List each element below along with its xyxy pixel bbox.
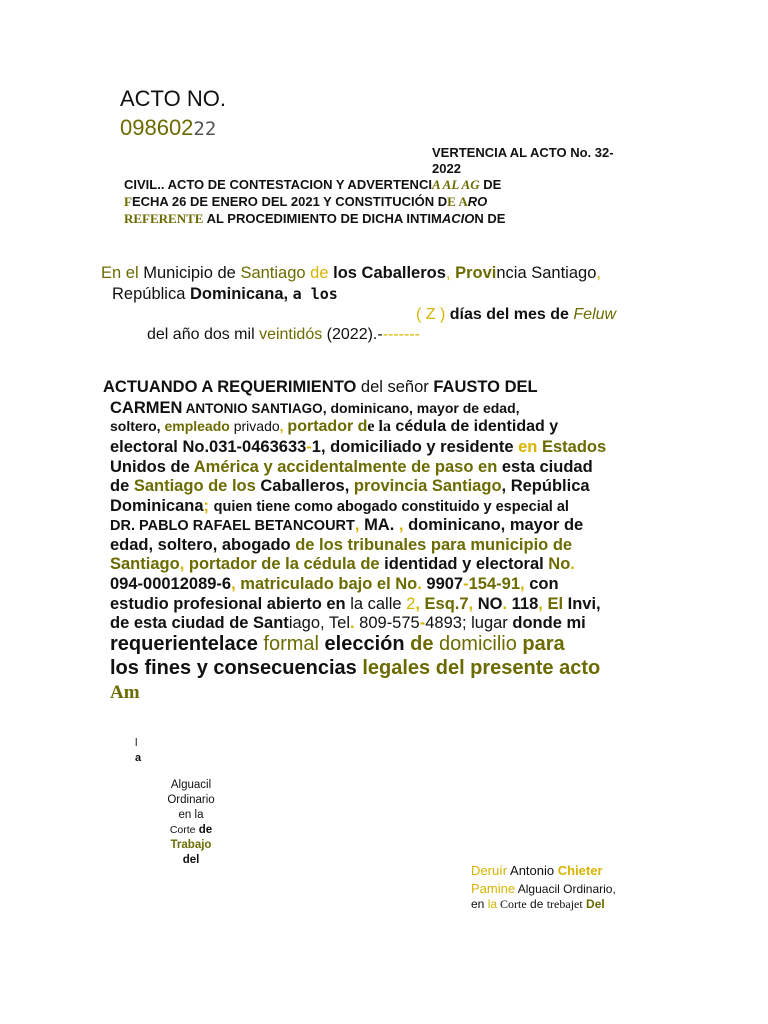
b11l: Invi, xyxy=(563,595,601,613)
side-letter-l: l xyxy=(135,737,138,749)
civil-line-2-d: RO xyxy=(467,194,488,209)
b11e: Esq.7 xyxy=(424,595,469,613)
b7e: dominicano, mayor de xyxy=(408,516,584,534)
b11i: 118 xyxy=(511,595,539,613)
b9b: , xyxy=(179,555,189,573)
b11k: El xyxy=(547,595,564,613)
b4d: esta ciudad xyxy=(497,458,593,476)
body-line-3 xyxy=(110,438,606,457)
mun-4c: (2022).- xyxy=(322,326,383,343)
alg-l4 xyxy=(158,823,224,838)
b3a: electoral No.031-0463633 xyxy=(110,438,307,456)
b13e: domicilio xyxy=(433,633,517,655)
civil-line-3-d: N DE xyxy=(474,211,506,226)
b12k: lugar xyxy=(471,614,508,632)
alg-l4b: de xyxy=(195,824,213,836)
b10f: - xyxy=(463,575,469,593)
mun-1j: , xyxy=(596,264,601,282)
b10c: matriculado bajo el No xyxy=(240,575,418,593)
b11j: , xyxy=(538,595,548,613)
b11c: 2 xyxy=(406,595,416,613)
b11b: la calle xyxy=(350,595,407,613)
civil-line-2 xyxy=(124,193,564,210)
b9e: No xyxy=(548,555,571,573)
b3e: Estados xyxy=(537,438,607,456)
b9d: identidad y electoral xyxy=(379,555,549,573)
b11a: estudio profesional abierto en xyxy=(110,595,351,613)
vertencia-heading xyxy=(432,145,652,177)
b15: Am xyxy=(110,682,140,703)
b12i: 4893 xyxy=(425,614,462,632)
body-line-6 xyxy=(110,497,569,516)
b5e: , República xyxy=(501,477,590,495)
b10g: 154-91 xyxy=(468,575,521,593)
b12b: Sant xyxy=(253,614,289,632)
b11h: . xyxy=(502,595,512,613)
b11f: , xyxy=(468,595,478,613)
alg-l1: Alguacil xyxy=(170,779,212,791)
b2c: privado xyxy=(229,418,280,434)
mun-1a: En xyxy=(101,264,122,282)
civil-line-1 xyxy=(124,176,564,193)
body-line-1 xyxy=(110,399,520,418)
act-title xyxy=(120,86,226,112)
b11g: NO xyxy=(477,595,503,613)
b5d: provincia Santiago xyxy=(353,477,502,495)
b3b: - xyxy=(306,438,312,456)
mun-3c: Feluw xyxy=(573,306,617,323)
body-line-5 xyxy=(110,477,590,496)
act-number-suffix: 22 xyxy=(193,118,217,140)
vertencia-line-1: VERTENCIA AL ACTO No. 32- xyxy=(432,145,614,160)
mun-4a: del año dos mil xyxy=(147,326,260,343)
municipio-line-3 xyxy=(416,306,616,324)
b14b: legales xyxy=(362,657,431,679)
b9a: Santiago xyxy=(110,555,180,573)
mun-1b: el xyxy=(121,264,144,282)
sig-1a: Deruír xyxy=(471,863,508,878)
b3d: en xyxy=(518,438,538,456)
b7c: MA. xyxy=(364,516,395,534)
signature-line-1 xyxy=(471,863,603,878)
b12e: . xyxy=(349,614,360,632)
b12c: iago, xyxy=(288,614,329,632)
mun-1e: de xyxy=(310,264,329,282)
b5a: de xyxy=(110,477,134,495)
b14c: del presente acto xyxy=(430,657,601,679)
b12g: -575 xyxy=(386,614,420,632)
b12h: - xyxy=(419,614,426,632)
act-number xyxy=(120,115,216,141)
b5c: Caballeros, xyxy=(255,477,354,495)
b11d: , xyxy=(415,595,425,613)
b1c: , dominicano, mayor de edad, xyxy=(322,400,520,416)
vertencia-line-2: 2022 xyxy=(432,161,461,176)
mun-1c: Municipio de xyxy=(143,264,241,282)
sig-3a: en xyxy=(471,897,488,911)
b10a: 094-00012089-6 xyxy=(110,575,232,593)
sig-2a: Pamine xyxy=(471,881,516,896)
mun-3a: ( Z ) xyxy=(416,306,446,323)
b7b: , xyxy=(354,516,365,534)
mun-2b: Dominicana xyxy=(189,285,284,303)
actuando-a: ACTUANDO A REQUERIMIENTO xyxy=(103,378,357,396)
b12f: 809 xyxy=(359,614,387,632)
actuando-c: FAUSTO DEL xyxy=(433,378,538,396)
actuando-line xyxy=(103,378,538,397)
mun-1g: , xyxy=(445,264,456,282)
municipio-line-2 xyxy=(112,285,338,304)
signature-line-2 xyxy=(471,881,616,896)
b2g: cédula de identidad y xyxy=(390,418,559,435)
body-line-7 xyxy=(110,516,583,535)
b2d: , xyxy=(279,418,288,434)
sig-3d: de xyxy=(526,897,547,911)
alg-l3: en la xyxy=(178,809,204,821)
body-line-9 xyxy=(110,555,575,574)
civil-line-1-a: CIVIL.. ACTO DE CONTESTACION Y ADVERTENCI xyxy=(124,177,432,192)
sig-3f: Del xyxy=(582,897,605,911)
body-line-11 xyxy=(110,595,601,614)
b2b: empleado xyxy=(164,418,230,434)
sig-3c: Corte xyxy=(497,897,527,911)
b2f: e la xyxy=(367,418,391,435)
mun-2a: República xyxy=(112,285,190,303)
mun-2c: , xyxy=(283,285,293,303)
alg-l4a: Corte xyxy=(169,824,196,836)
body-line-8 xyxy=(110,536,572,555)
b12d: Tel xyxy=(328,614,350,632)
b10i: con xyxy=(529,575,559,593)
b10h: , xyxy=(520,575,530,593)
b6c: quien tiene como abogado constituido y especial al xyxy=(213,499,569,515)
act-label: ACTO NO. xyxy=(120,86,226,111)
b8b: de los tribunales para municipio de xyxy=(295,536,573,554)
sig-3b: la xyxy=(487,897,498,911)
b7a: DR. PABLO RAFAEL BETANCOURT xyxy=(110,518,355,534)
body-line-10 xyxy=(110,575,559,594)
sig-2b: Alguacil Ordinario, xyxy=(515,882,616,896)
b2a: soltero, xyxy=(110,418,165,434)
b13a: requerientelace xyxy=(110,633,264,655)
civil-line-1-c: DE xyxy=(479,177,502,192)
b12a: de esta ciudad de xyxy=(110,614,254,632)
sig-3e: trebajet xyxy=(546,897,583,911)
b4a: Unidos de xyxy=(110,458,194,476)
civil-heading-block xyxy=(124,176,564,227)
municipio-line-1 xyxy=(101,264,601,283)
mun-1d: Santiago xyxy=(240,264,311,282)
b13d: de xyxy=(410,633,434,655)
alguacil-left-block xyxy=(158,778,224,868)
b13c: elección xyxy=(319,633,411,655)
b9c: portador de la cédula de xyxy=(188,555,380,573)
b10b: , xyxy=(231,575,241,593)
b3c: 1, domiciliado y residente xyxy=(311,438,519,456)
body-line-2 xyxy=(110,418,558,436)
b12j: ; xyxy=(461,614,472,632)
body-line-13 xyxy=(110,633,565,656)
mun-3b: días del mes de xyxy=(445,306,574,323)
b10e: 9907 xyxy=(426,575,464,593)
b13b: formal xyxy=(263,633,319,655)
mun-1f: los Caballeros xyxy=(328,264,446,282)
b8a: edad, soltero, abogado xyxy=(110,536,296,554)
municipio-line-4 xyxy=(147,326,420,344)
body-line-14 xyxy=(110,657,600,680)
b1a: CARMEN xyxy=(110,399,183,417)
side-letter-a: a xyxy=(135,752,142,764)
civil-line-1-b: A AL AG xyxy=(431,177,480,192)
b14a: los fines y consecuencias xyxy=(110,657,363,679)
mun-2d: a los xyxy=(292,285,338,303)
sig-1b: Antonio xyxy=(507,863,558,878)
civil-line-3 xyxy=(124,210,564,227)
b9f: . xyxy=(570,555,575,573)
b6b: ; xyxy=(203,497,214,515)
b6a: Dominicana xyxy=(110,497,204,515)
alg-l5: Trabajo xyxy=(170,839,212,851)
mun-1i: ncia Santiago xyxy=(496,264,597,282)
sig-1c: Chieter xyxy=(557,863,603,878)
side-letters xyxy=(135,736,141,766)
civil-line-2-a: F xyxy=(124,194,132,209)
civil-line-3-c: ACIO xyxy=(441,211,475,226)
mun-4b: veintidós xyxy=(259,326,323,343)
body-line-15 xyxy=(110,682,140,704)
act-number-main: 098602 xyxy=(120,115,194,140)
b1b: ANTONIO SANTIAGO xyxy=(182,401,323,416)
mun-4d: ------- xyxy=(382,326,420,343)
mun-1h: Provi xyxy=(455,264,497,282)
b4b: América y accidentalmente de paso xyxy=(193,458,474,476)
b2e: portador d xyxy=(287,418,368,435)
b5b: Santiago de los xyxy=(133,477,256,495)
body-line-4 xyxy=(110,458,593,477)
b4c: en xyxy=(473,458,498,476)
b7d: , xyxy=(394,516,409,534)
signature-line-3 xyxy=(471,897,605,912)
b10d: . xyxy=(417,575,427,593)
civil-line-3-a: REFERENTE xyxy=(124,211,204,226)
alg-l2: Ordinario xyxy=(167,794,215,806)
civil-line-2-b: ECHA 26 DE ENERO DEL 2021 Y CONSTITUCIÓN D xyxy=(131,194,448,209)
actuando-b: del señor xyxy=(356,378,434,396)
b12l: donde mi xyxy=(507,614,586,632)
alg-l6: del xyxy=(182,854,200,866)
b13f: para xyxy=(516,633,565,655)
civil-line-2-c: E A xyxy=(447,194,468,209)
body-line-12 xyxy=(110,614,586,633)
civil-line-3-b: AL PROCEDIMIENTO DE DICHA INTIM xyxy=(203,211,442,226)
